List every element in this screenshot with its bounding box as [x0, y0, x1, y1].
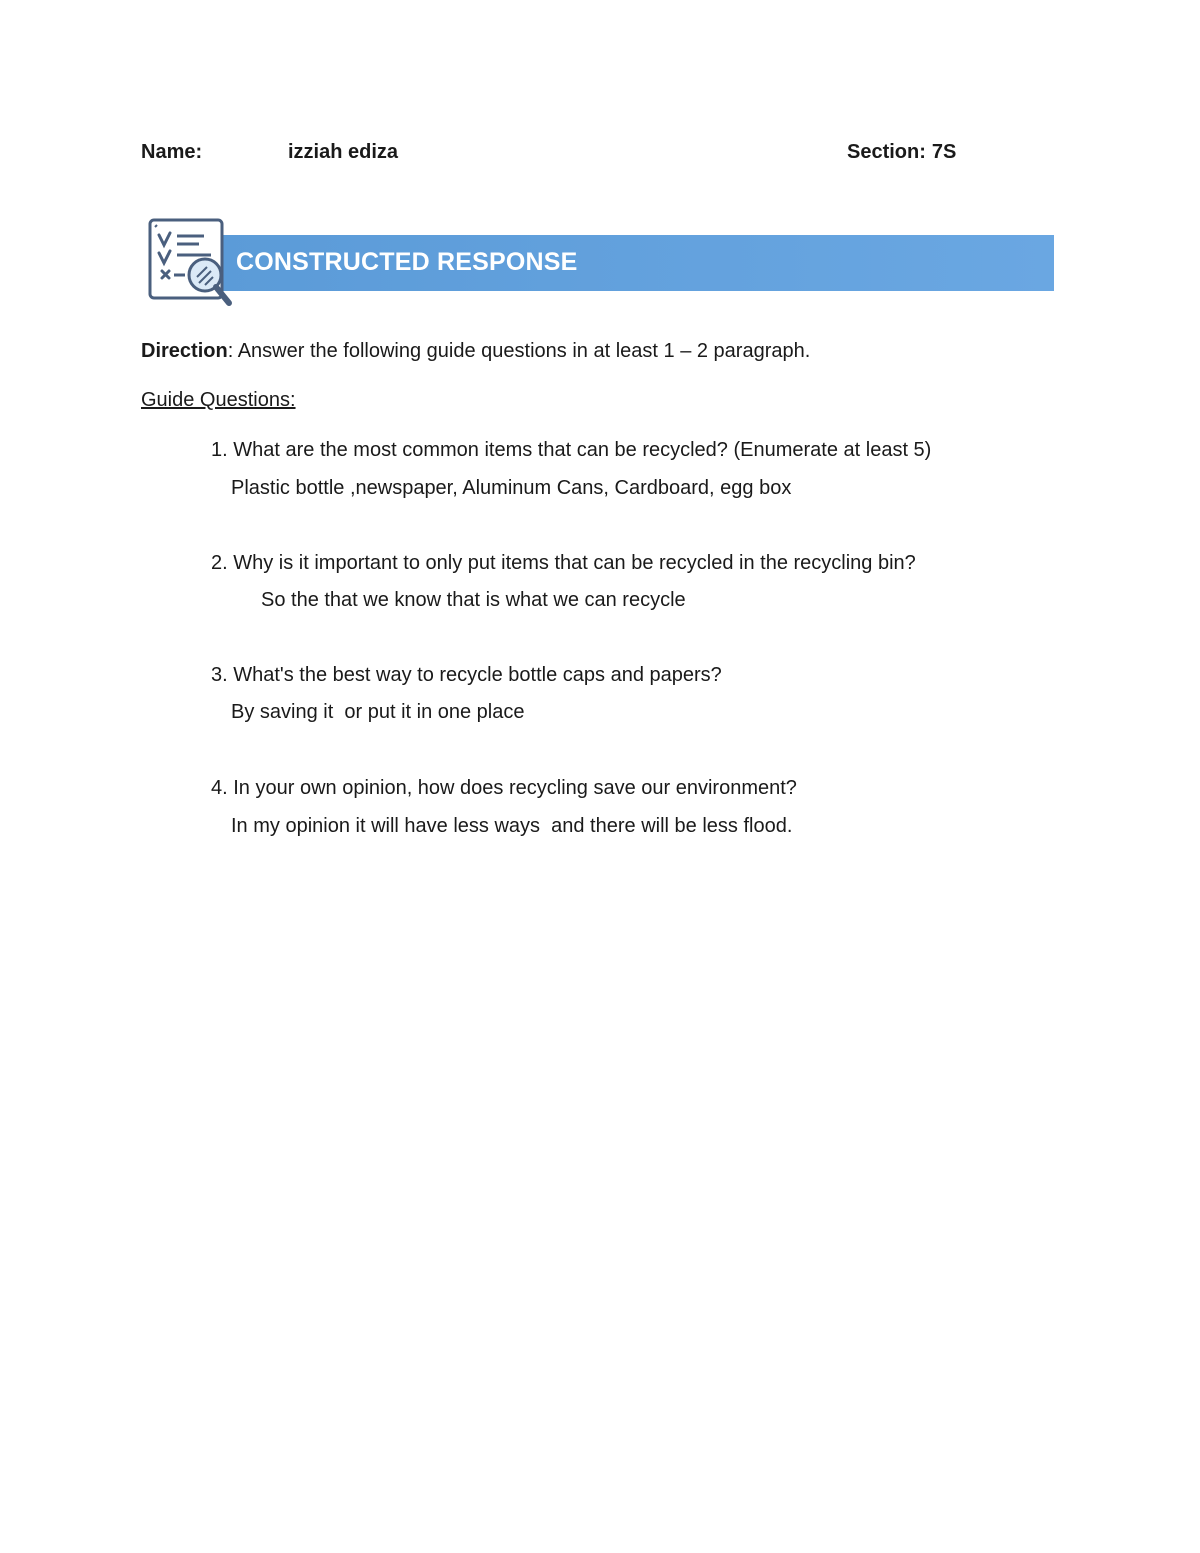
section-value: 7S — [931, 141, 957, 163]
question-1 — [211, 439, 931, 462]
question-number: 2. — [211, 552, 228, 574]
name-label: Name: — [141, 141, 203, 163]
question-text: In your own opinion, how does recycling save our environment? — [233, 777, 797, 799]
section-field — [847, 141, 956, 164]
checklist-magnifier-icon — [141, 215, 241, 315]
answer-3: By saving it or put it in one place — [231, 701, 525, 723]
name-value: izziah ediza — [288, 141, 399, 163]
question-number: 1. — [211, 439, 228, 461]
question-text: What's the best way to recycle bottle caps and papers? — [233, 664, 722, 686]
question-4 — [211, 777, 797, 800]
constructed-response-banner — [141, 215, 1054, 315]
question-number: 3. — [211, 664, 228, 686]
answer-2: So the that we know that is what we can recycle — [261, 589, 686, 611]
question-3 — [211, 664, 722, 687]
direction-label: Direction — [141, 340, 228, 362]
question-text: What are the most common items that can be recycled? (Enumerate at least 5) — [233, 439, 932, 461]
question-number: 4. — [211, 777, 228, 799]
guide-questions-title: Guide Questions: — [141, 389, 296, 411]
question-text: Why is it important to only put items that can be recycled in the recycling bin? — [233, 552, 916, 574]
student-header — [141, 141, 1041, 171]
banner-title: CONSTRUCTED RESPONSE — [236, 248, 578, 276]
direction-body: : Answer the following guide questions in at least 1 – 2 paragraph. — [227, 340, 811, 362]
answer-4: In my opinion it will have less ways and there will be less flood. — [231, 815, 793, 837]
question-2 — [211, 552, 916, 575]
section-label: Section: — [847, 141, 926, 163]
direction-text — [141, 340, 810, 363]
answer-1: Plastic bottle ,newspaper, Aluminum Cans, Cardboard, egg box — [231, 477, 792, 499]
